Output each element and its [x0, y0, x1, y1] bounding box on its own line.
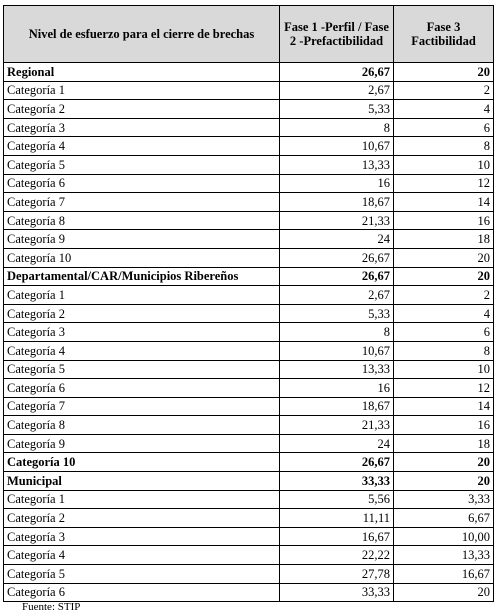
phase-1-2-value: 24 — [280, 434, 394, 453]
table-row — [4, 304, 494, 323]
phase-3-value: 16 — [394, 211, 494, 230]
row-label: Categoría 3 — [4, 527, 280, 546]
phase-3-value: 14 — [394, 397, 494, 416]
row-label: Categoría 6 — [4, 174, 280, 193]
phase-3-value: 2 — [394, 81, 494, 100]
row-label: Categoría 6 — [4, 583, 280, 602]
table-body — [4, 63, 494, 602]
phase-3-value: 6 — [394, 323, 494, 342]
row-label: Categoría 4 — [4, 546, 280, 565]
row-label: Categoría 2 — [4, 100, 280, 119]
phase-3-value: 20 — [394, 583, 494, 602]
phase-3-value: 20 — [394, 453, 494, 472]
phase-1-2-value: 22,22 — [280, 546, 394, 565]
phase-3-value: 20 — [394, 472, 494, 491]
table-row — [4, 81, 494, 100]
row-label: Categoría 8 — [4, 211, 280, 230]
phase-3-value: 10 — [394, 360, 494, 379]
table-row — [4, 434, 494, 453]
phase-1-2-value: 13,33 — [280, 155, 394, 174]
phase-3-value: 16,67 — [394, 565, 494, 584]
phase-3-value: 20 — [394, 63, 494, 82]
table-row — [4, 193, 494, 212]
phase-1-2-value: 11,11 — [280, 509, 394, 528]
phase-3-value: 6,67 — [394, 509, 494, 528]
phase-3-value: 8 — [394, 341, 494, 360]
phase-1-2-value: 10,67 — [280, 341, 394, 360]
phase-1-2-value: 5,33 — [280, 304, 394, 323]
header-phase-1-2: Fase 1 -Perfil / Fase 2 -Prefactibilidad — [280, 6, 394, 63]
phase-1-2-value: 18,67 — [280, 193, 394, 212]
phase-3-value: 6 — [394, 118, 494, 137]
effort-table — [3, 5, 494, 602]
row-label: Categoría 9 — [4, 230, 280, 249]
table-row — [4, 509, 494, 528]
row-label: Categoría 5 — [4, 360, 280, 379]
row-label: Categoría 8 — [4, 416, 280, 435]
table-group-row — [4, 453, 494, 472]
table-row — [4, 100, 494, 119]
row-label: Categoría 1 — [4, 490, 280, 509]
table-row — [4, 490, 494, 509]
table-row — [4, 379, 494, 398]
phase-3-value: 16 — [394, 416, 494, 435]
table-row — [4, 323, 494, 342]
phase-1-2-value: 8 — [280, 118, 394, 137]
row-label: Departamental/CAR/Municipios Ribereños — [4, 267, 280, 286]
row-label: Categoría 2 — [4, 509, 280, 528]
phase-1-2-value: 21,33 — [280, 211, 394, 230]
table-row — [4, 341, 494, 360]
phase-3-value: 13,33 — [394, 546, 494, 565]
table-group-row — [4, 472, 494, 491]
phase-1-2-value: 33,33 — [280, 583, 394, 602]
phase-1-2-value: 2,67 — [280, 81, 394, 100]
phase-1-2-value: 10,67 — [280, 137, 394, 156]
phase-3-value: 4 — [394, 100, 494, 119]
phase-3-value: 20 — [394, 248, 494, 267]
phase-1-2-value: 13,33 — [280, 360, 394, 379]
row-label: Municipal — [4, 472, 280, 491]
table-row — [4, 118, 494, 137]
phase-3-value: 4 — [394, 304, 494, 323]
phase-1-2-value: 33,33 — [280, 472, 394, 491]
phase-1-2-value: 16 — [280, 174, 394, 193]
row-label: Categoría 9 — [4, 434, 280, 453]
row-label: Categoría 5 — [4, 565, 280, 584]
row-label: Categoría 1 — [4, 286, 280, 305]
header-effort-level: Nivel de esfuerzo para el cierre de brechas — [4, 6, 280, 63]
phase-1-2-value: 26,67 — [280, 453, 394, 472]
phase-3-value: 8 — [394, 137, 494, 156]
source-note: Fuente: STIP — [22, 601, 81, 613]
phase-1-2-value: 18,67 — [280, 397, 394, 416]
row-label: Categoría 3 — [4, 118, 280, 137]
phase-1-2-value: 26,67 — [280, 63, 394, 82]
phase-3-value: 12 — [394, 379, 494, 398]
row-label: Categoría 7 — [4, 193, 280, 212]
row-label: Categoría 6 — [4, 379, 280, 398]
phase-1-2-value: 8 — [280, 323, 394, 342]
table-row — [4, 397, 494, 416]
phase-3-value: 10,00 — [394, 527, 494, 546]
table-group-row — [4, 267, 494, 286]
row-label: Categoría 7 — [4, 397, 280, 416]
table-row — [4, 416, 494, 435]
table-row — [4, 360, 494, 379]
phase-1-2-value: 16,67 — [280, 527, 394, 546]
table-row — [4, 527, 494, 546]
row-label: Categoría 10 — [4, 248, 280, 267]
phase-3-value: 10 — [394, 155, 494, 174]
phase-1-2-value: 24 — [280, 230, 394, 249]
phase-3-value: 18 — [394, 434, 494, 453]
table-row — [4, 230, 494, 249]
row-label: Categoría 5 — [4, 155, 280, 174]
table-row — [4, 286, 494, 305]
table-row — [4, 137, 494, 156]
header-phase-3: Fase 3 Factibilidad — [394, 6, 494, 63]
table-row — [4, 155, 494, 174]
phase-1-2-value: 5,33 — [280, 100, 394, 119]
row-label: Categoría 4 — [4, 341, 280, 360]
table-header — [4, 6, 494, 63]
phase-1-2-value: 5,56 — [280, 490, 394, 509]
table-row — [4, 546, 494, 565]
phase-3-value: 12 — [394, 174, 494, 193]
row-label: Categoría 10 — [4, 453, 280, 472]
table-group-row — [4, 63, 494, 82]
phase-1-2-value: 27,78 — [280, 565, 394, 584]
table-row — [4, 174, 494, 193]
phase-3-value: 3,33 — [394, 490, 494, 509]
phase-3-value: 18 — [394, 230, 494, 249]
phase-3-value: 14 — [394, 193, 494, 212]
table-row — [4, 583, 494, 602]
phase-1-2-value: 26,67 — [280, 248, 394, 267]
row-label: Regional — [4, 63, 280, 82]
row-label: Categoría 1 — [4, 81, 280, 100]
table-row — [4, 211, 494, 230]
phase-3-value: 2 — [394, 286, 494, 305]
phase-1-2-value: 2,67 — [280, 286, 394, 305]
row-label: Categoría 3 — [4, 323, 280, 342]
row-label: Categoría 4 — [4, 137, 280, 156]
table-row — [4, 565, 494, 584]
phase-1-2-value: 21,33 — [280, 416, 394, 435]
phase-1-2-value: 26,67 — [280, 267, 394, 286]
table-row — [4, 248, 494, 267]
phase-1-2-value: 16 — [280, 379, 394, 398]
row-label: Categoría 2 — [4, 304, 280, 323]
phase-3-value: 20 — [394, 267, 494, 286]
